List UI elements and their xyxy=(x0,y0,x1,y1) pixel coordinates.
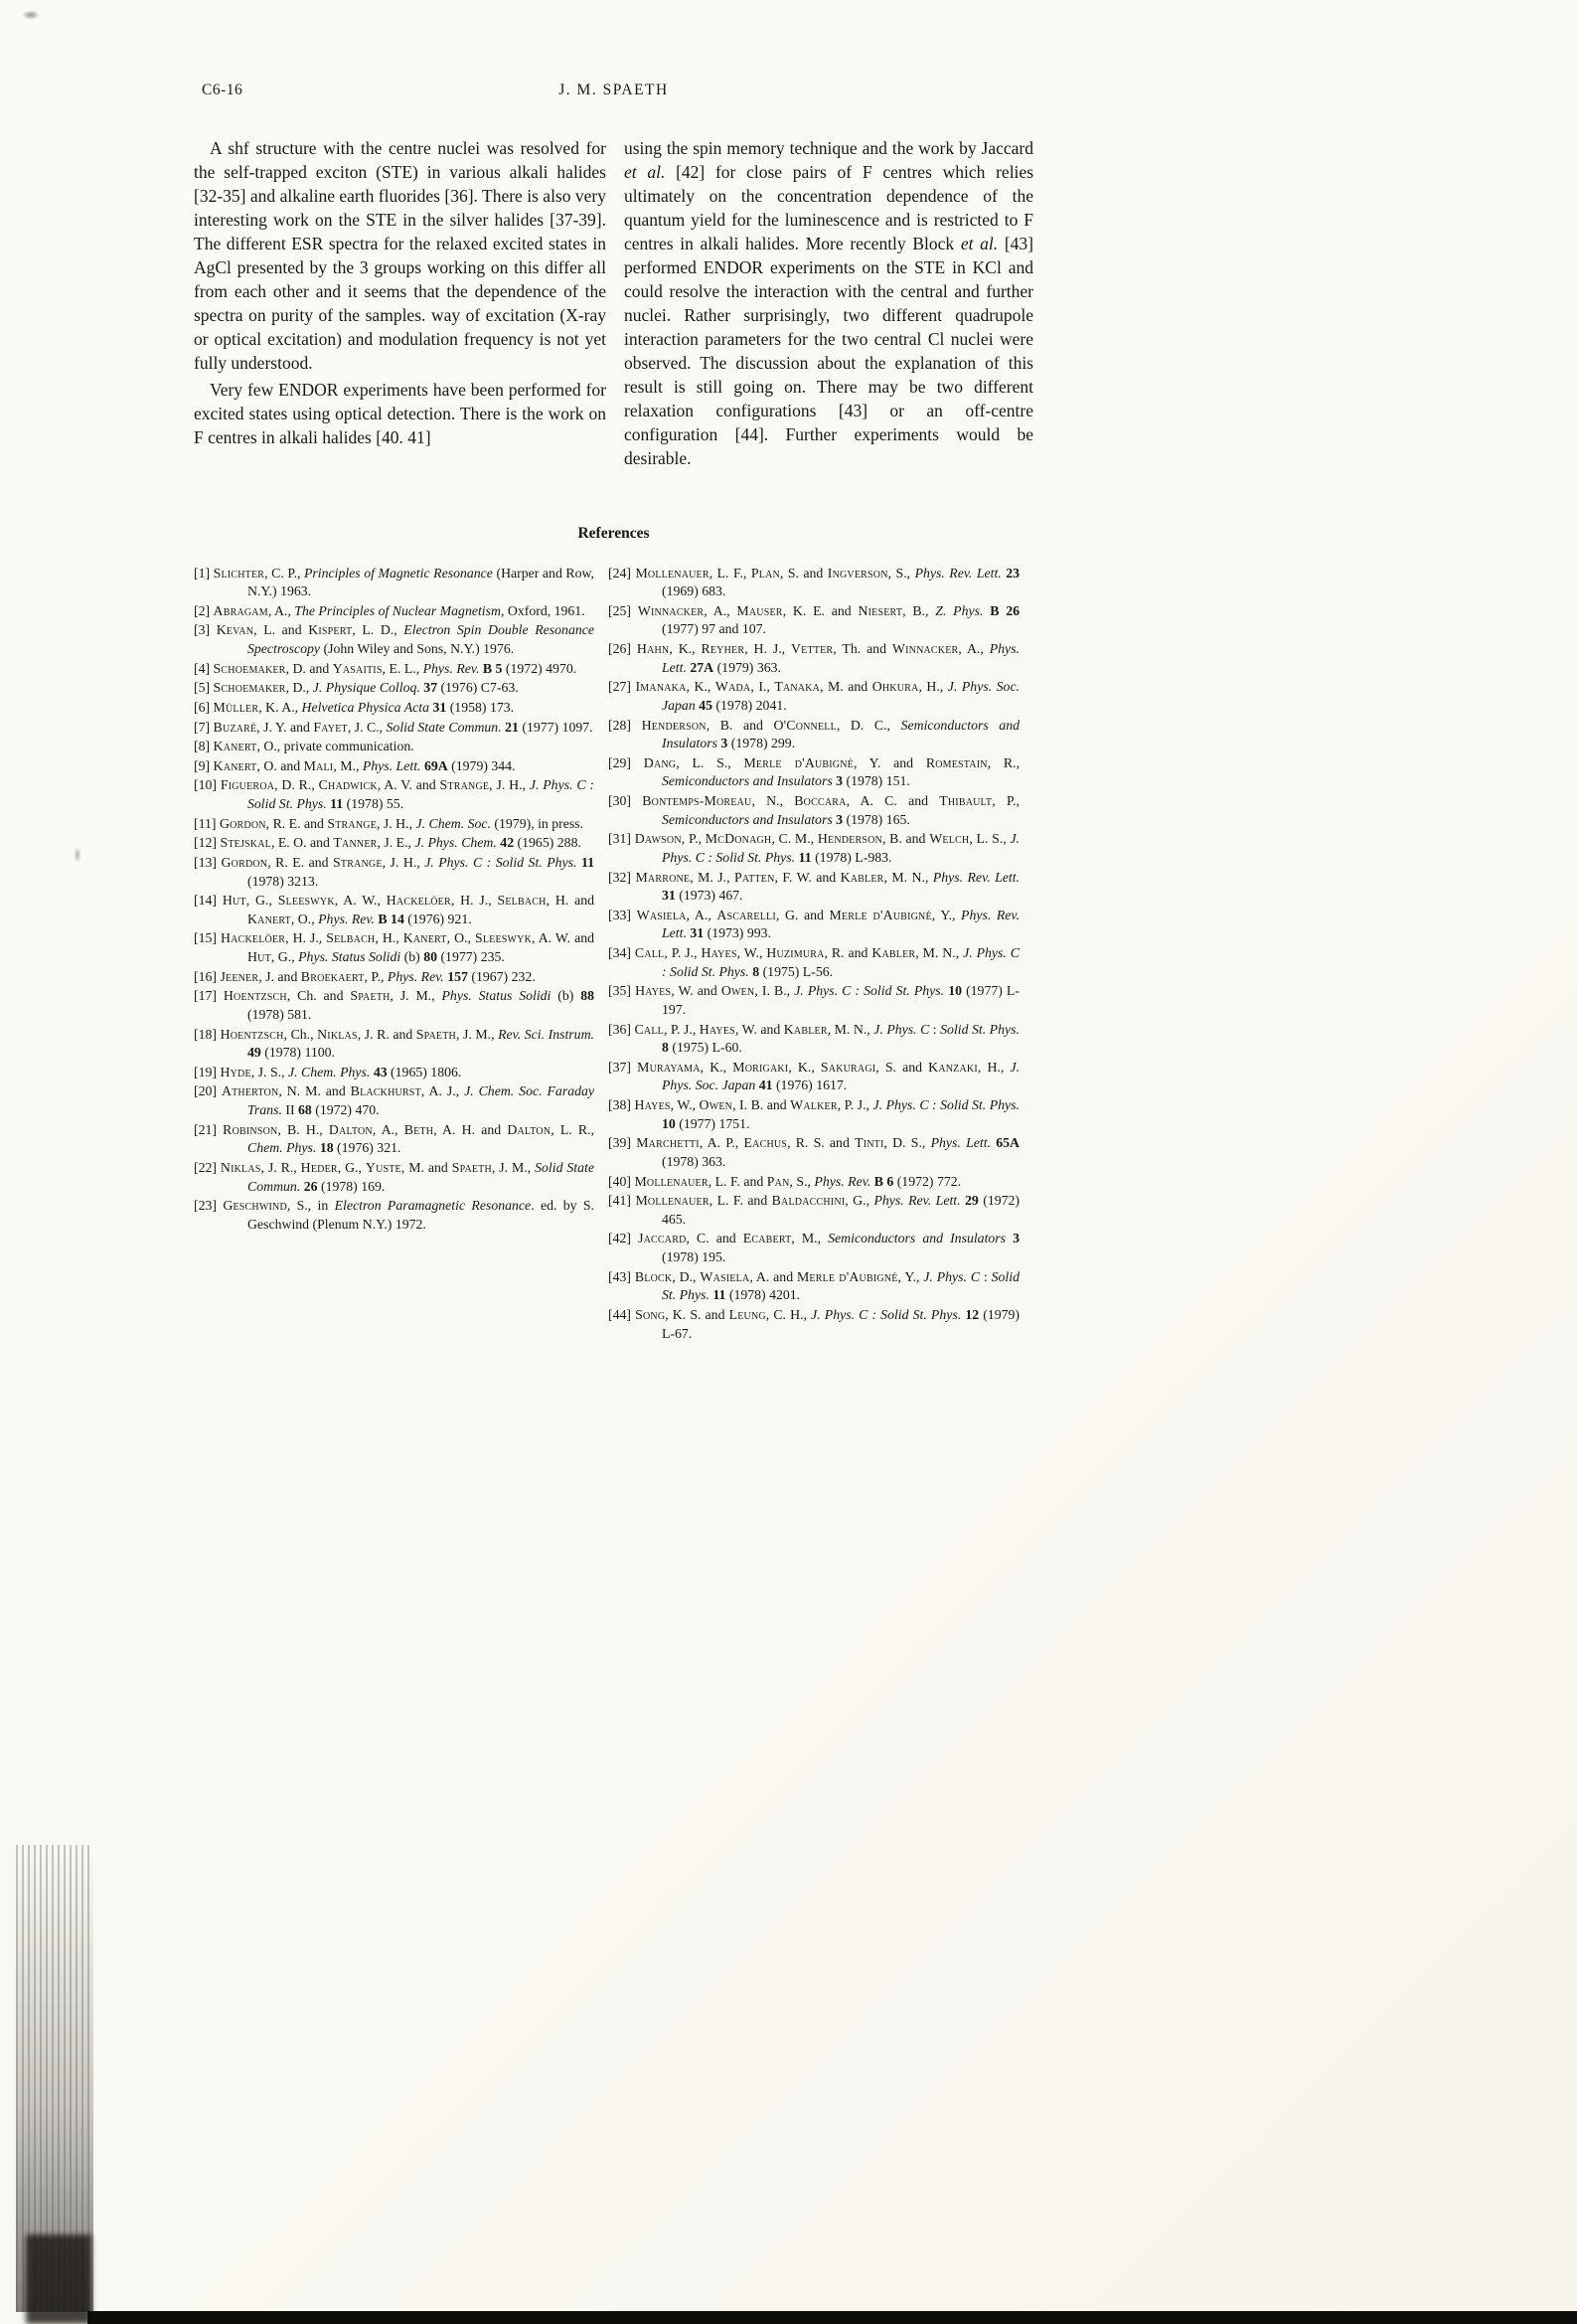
reference-item: [37] Murayama, K., Morigaki, K., Sakuragi, S. and Kanzaki, H., J. Phys. Soc. Japan 41 (1976) 1617. xyxy=(608,1059,1021,1093)
reference-item: [14] Hut, G., Sleeswyk, A. W., Hackelöer, H. J., Selbach, H. and Kanert, O., Phys. Rev. B 14 (1976) 921. xyxy=(194,893,595,926)
reference-label: [23] xyxy=(194,1198,217,1214)
reference-item: [9] Kanert, O. and Mali, M., Phys. Lett. 69A (1979) 344. xyxy=(194,757,516,773)
scan-artifact-top-left xyxy=(22,10,40,20)
reference-item: [27] Imanaka, K., Wada, I., Tanaka, M. and Ohkura, H., J. Phys. Soc. Japan 45 (1978) 2041. xyxy=(608,679,1021,713)
reference-label: [3] xyxy=(194,622,211,638)
reference-item: [15] Hackelöer, H. J., Selbach, H., Kanert, O., Sleeswyk, A. W. and Hut, G., Phys. Status Solidi (b) 80 (1977) 235. xyxy=(194,930,595,965)
references-column-right xyxy=(608,565,1020,1345)
reference-label: [28] xyxy=(608,717,631,733)
reference-item: [25] Winnacker, A., Mauser, K. E. and Niesert, B., Z. Phys. B 26 (1977) 97 and 107. xyxy=(608,602,1021,637)
reference-label: [39] xyxy=(608,1135,631,1151)
reference-item: [13] Gordon, R. E. and Strange, J. H., J. Phys. C : Solid St. Phys. 11 (1978) 3213. xyxy=(194,854,595,889)
reference-item: [34] Call, P. J., Hayes, W., Huzimura, R. and Kabler, M. N., J. Phys. C : Solid St. Phys. 8 (1975) L-56. xyxy=(608,945,1020,979)
reference-item: [29] Dang, L. S., Merle d'Aubigné, Y. and Romestain, R., Semiconductors and Insulators 3 (1978) 151. xyxy=(608,754,1021,789)
reference-item: [10] Figueroa, D. R., Chadwick, A. V. and Strange, J. H., J. Phys. C : Solid St. Phys. 11 (1978) 55. xyxy=(194,777,594,812)
reference-item: [43] Block, D., Wasiela, A. and Merle d'Aubigné, Y., J. Phys. C : Solid St. Phys. 11 (1978) 4201. xyxy=(608,1268,1020,1303)
reference-label: [20] xyxy=(194,1083,217,1099)
reference-label: [24] xyxy=(608,565,631,581)
running-title: J. M. SPAETH xyxy=(558,82,669,98)
reference-label: [5] xyxy=(194,680,211,696)
reference-label: [30] xyxy=(608,793,631,809)
reference-label: [22] xyxy=(194,1159,217,1175)
reference-label: [37] xyxy=(608,1059,631,1075)
reference-label: [7] xyxy=(194,719,211,735)
reference-label: [36] xyxy=(608,1021,631,1037)
reference-label: [32] xyxy=(608,869,631,885)
reference-label: [16] xyxy=(194,968,217,984)
reference-label: [44] xyxy=(608,1306,631,1322)
scan-artifact-bottom-bar xyxy=(87,2311,1577,2324)
reference-item: [1] Slichter, C. P., Principles of Magnetic Resonance (Harper and Row, N.Y.) 1963. xyxy=(194,565,595,599)
reference-item: [44] Song, K. S. and Leung, C. H., J. Phys. C : Solid St. Phys. 12 (1979) L-67. xyxy=(608,1306,1021,1341)
reference-item: [17] Hoentzsch, Ch. and Spaeth, J. M., Phys. Status Solidi (b) 88 (1978) 581. xyxy=(194,988,594,1022)
reference-item: [24] Mollenauer, L. F., Plan, S. and Ingverson, S., Phys. Rev. Lett. 23 (1969) 683. xyxy=(608,565,1021,599)
reference-item: [32] Marrone, M. J., Patten, F. W. and Kabler, M. N., Phys. Rev. Lett. 31 (1973) 467. xyxy=(608,869,1020,904)
reference-item: [7] Buzaré, J. Y. and Fayet, J. C., Solid State Commun. 21 (1977) 1097. xyxy=(194,719,593,735)
paragraph: A shf structure with the centre nuclei was resolved for the self-trapped exciton (STE) in various alkali halides [32-35] and alkaline earth fluorides [36]. There is also very interesting work on the STE in the silver halides [37-39]. The different ESR spectra for the relaxed excited states in AgCl presented by the 3 groups working on this differ all from each other and it seems that the dependence of the spectra on purity of the samples. way of excitation (X-ray or optical excitation) and modulation frequency is not yet fully understood. xyxy=(194,138,606,373)
reference-label: [12] xyxy=(194,835,217,851)
reference-item: [35] Hayes, W. and Owen, I. B., J. Phys. C : Solid St. Phys. 10 (1977) L-197. xyxy=(608,983,1020,1017)
page-content xyxy=(194,82,1033,1344)
body-text xyxy=(194,137,1033,471)
reference-label: [25] xyxy=(608,602,631,618)
references-column-left xyxy=(194,565,594,1345)
reference-label: [41] xyxy=(608,1193,631,1209)
reference-label: [10] xyxy=(194,777,217,793)
reference-label: [31] xyxy=(608,831,631,847)
reference-item: [28] Henderson, B. and O'Connell, D. C., Semiconductors and Insulators 3 (1978) 299. xyxy=(608,717,1020,751)
reference-label: [17] xyxy=(194,988,217,1004)
reference-label: [14] xyxy=(194,893,217,909)
reference-label: [9] xyxy=(194,757,211,773)
reference-label: [34] xyxy=(608,945,631,961)
reference-item: [18] Hoentzsch, Ch., Niklas, J. R. and Spaeth, J. M., Rev. Sci. Instrum. 49 (1978) 1100. xyxy=(194,1026,594,1061)
paragraph: using the spin memory technique and the work by Jaccard et al. [42] for close pairs of F centres which relies ultimately on the concentration dependence of the quantum yield for the luminescence and is restricted to F centres in alkali halides. More recently Block et al. [43] performed ENDOR experiments on the STE in KCl and could resolve the interaction with the central and further nuclei. Rather surprisingly, two different quadrupole interaction parameters for the two central Cl nuclei were observed. The discussion about the explanation of this result is still going on. There may be two different relaxation configurations [43] or an off-centre configuration [44]. Further experiments would be desirable. xyxy=(624,138,1034,468)
reference-item: [8] Kanert, O., private communication. xyxy=(194,739,414,754)
body-column-right xyxy=(624,137,1033,471)
reference-label: [33] xyxy=(608,907,631,922)
body-column-left xyxy=(194,137,606,471)
reference-item: [33] Wasiela, A., Ascarelli, G. and Merle d'Aubigné, Y., Phys. Rev. Lett. 31 (1973) 993. xyxy=(608,907,1020,941)
reference-label: [15] xyxy=(194,930,217,946)
reference-label: [11] xyxy=(194,815,217,831)
reference-item: [42] Jaccard, C. and Ecabert, M., Semiconductors and Insulators 3 (1978) 195. xyxy=(608,1231,1021,1265)
reference-item: [6] Müller, K. A., Helvetica Physica Acta 31 (1958) 173. xyxy=(194,699,515,715)
reference-item: [2] Abragam, A., The Principles of Nuclear Magnetism, Oxford, 1961. xyxy=(194,602,585,618)
reference-label: [13] xyxy=(194,854,217,870)
scan-artifact-speck xyxy=(74,847,81,863)
reference-item: [3] Kevan, L. and Kispert, L. D., Electron Spin Double Resonance Spectroscopy (John Wiley and Sons, N.Y.) 1976. xyxy=(194,622,594,657)
page-number: C6-16 xyxy=(202,82,243,98)
page-header xyxy=(194,82,1033,105)
reference-label: [38] xyxy=(608,1097,631,1113)
reference-label: [42] xyxy=(608,1231,631,1246)
reference-item: [26] Hahn, K., Reyher, H. J., Vetter, Th. and Winnacker, A., Phys. Lett. 27A (1979) 363. xyxy=(608,641,1021,675)
reference-item: [21] Robinson, B. H., Dalton, A., Beth, A. H. and Dalton, L. R., Chem. Phys. 18 (1976) 321. xyxy=(194,1121,595,1156)
reference-item: [36] Call, P. J., Hayes, W. and Kabler, M. N., J. Phys. C : Solid St. Phys. 8 (1975) L-60. xyxy=(608,1021,1020,1056)
reference-label: [29] xyxy=(608,754,631,770)
reference-item: [39] Marchetti, A. P., Eachus, R. S. and Tinti, D. S., Phys. Lett. 65A (1978) 363. xyxy=(608,1135,1020,1169)
references-section xyxy=(194,565,1033,1345)
reference-item: [11] Gordon, R. E. and Strange, J. H., J. Chem. Soc. (1979), in press. xyxy=(194,815,584,831)
reference-label: [21] xyxy=(194,1121,217,1137)
reference-item: [16] Jeener, J. and Broekaert, P., Phys. Rev. 157 (1967) 232. xyxy=(194,968,536,984)
reference-label: [19] xyxy=(194,1064,217,1079)
reference-label: [8] xyxy=(194,739,211,754)
reference-item: [20] Atherton, N. M. and Blackhurst, A. J., J. Chem. Soc. Faraday Trans. II 68 (1972) 470. xyxy=(194,1083,595,1118)
reference-item: [30] Bontemps-Moreau, N., Boccara, A. C. and Thibault, P., Semiconductors and Insulators 3 (1978) 165. xyxy=(608,793,1020,827)
reference-item: [41] Mollenauer, L. F. and Baldacchini, G., Phys. Rev. Lett. 29 (1972) 465. xyxy=(608,1193,1021,1227)
references-heading: References xyxy=(577,524,650,542)
reference-item: [22] Niklas, J. R., Heder, G., Yuste, M. and Spaeth, J. M., Solid State Commun. 26 (1978) 169. xyxy=(194,1159,594,1194)
reference-label: [18] xyxy=(194,1026,217,1042)
reference-label: [6] xyxy=(194,699,211,715)
reference-label: [27] xyxy=(608,679,631,695)
reference-label: [40] xyxy=(608,1173,631,1189)
reference-label: [4] xyxy=(194,660,211,676)
reference-item: [38] Hayes, W., Owen, I. B. and Walker, P. J., J. Phys. C : Solid St. Phys. 10 (1977) 1751. xyxy=(608,1097,1020,1131)
reference-item: [5] Schoemaker, D., J. Physique Colloq. 37 (1976) C7-63. xyxy=(194,680,519,696)
reference-label: [2] xyxy=(194,602,211,618)
reference-item: [12] Stejskal, E. O. and Tanner, J. E., J. Phys. Chem. 42 (1965) 288. xyxy=(194,835,581,851)
paragraph: Very few ENDOR experiments have been performed for excited states using optical detection. There is the work on F centres in alkali halides [40. 41] xyxy=(194,379,606,447)
reference-item: [40] Mollenauer, L. F. and Pan, S., Phys. Rev. B 6 (1972) 772. xyxy=(608,1173,962,1189)
reference-item: [23] Geschwind, S., in Electron Paramagnetic Resonance. ed. by S. Geschwind (Plenum N.Y.) 1972. xyxy=(194,1198,594,1232)
reference-item: [19] Hyde, J. S., J. Chem. Phys. 43 (1965) 1806. xyxy=(194,1064,462,1079)
reference-item: [31] Dawson, P., McDonagh, C. M., Henderson, B. and Welch, L. S., J. Phys. C : Solid St. Phys. 11 (1978) L-983. xyxy=(608,831,1021,865)
scan-artifact-corner-blotch xyxy=(26,2235,91,2324)
reference-label: [1] xyxy=(194,565,211,581)
reference-label: [43] xyxy=(608,1268,631,1284)
reference-label: [35] xyxy=(608,983,631,999)
reference-label: [26] xyxy=(608,641,631,657)
reference-item: [4] Schoemaker, D. and Yasaitis, E. L., Phys. Rev. B 5 (1972) 4970. xyxy=(194,660,577,676)
